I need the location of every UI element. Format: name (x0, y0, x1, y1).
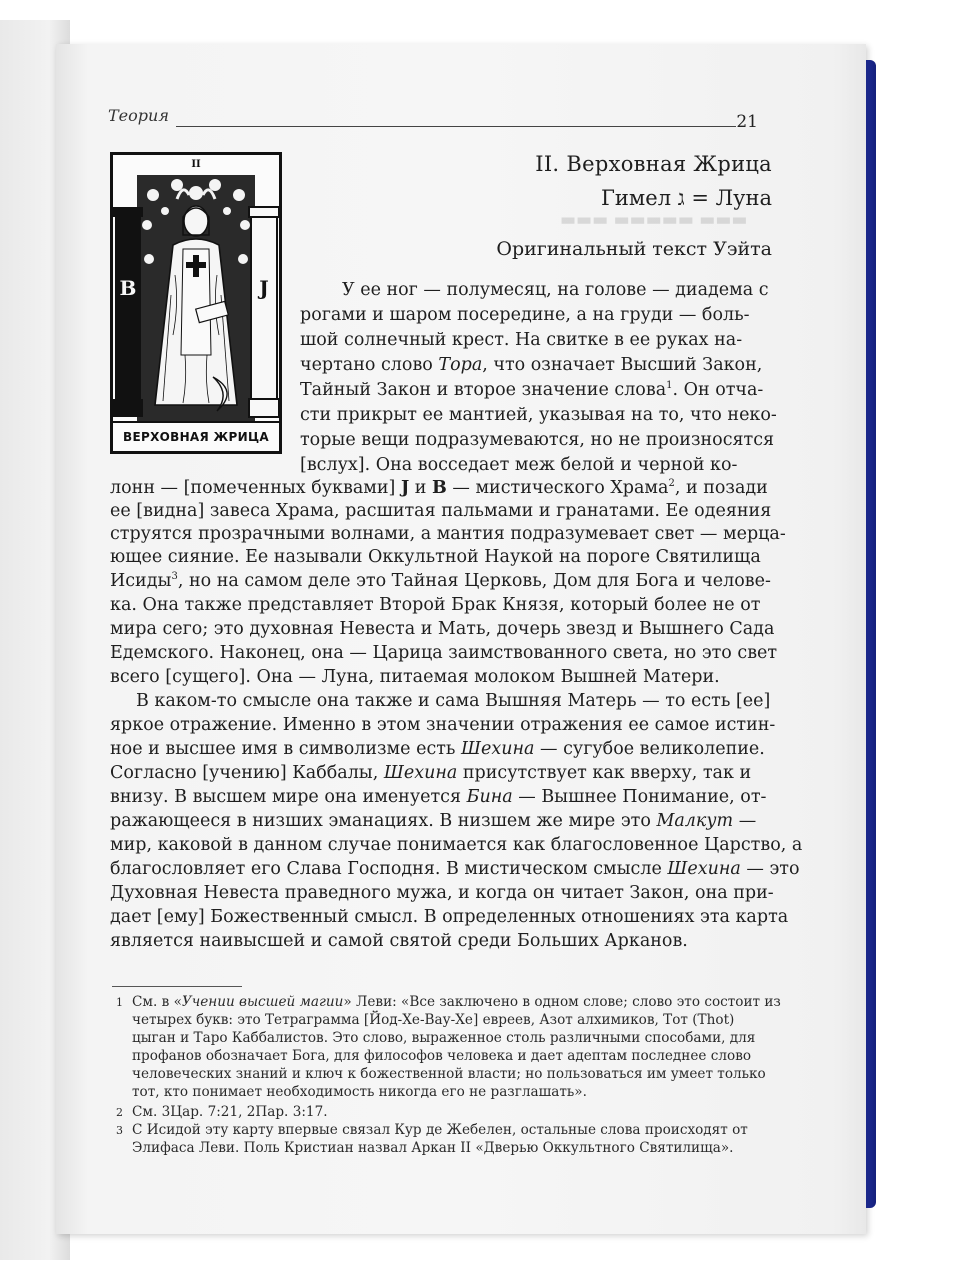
tarot-card-high-priestess (110, 152, 282, 454)
footnote-line: профанов обозначает Бога, для философов человека и дает адептам последнее слово (132, 1048, 752, 1064)
chapter-title: II. Верховная Жрица (535, 152, 772, 176)
body-line: мир, каковой в данном случае понимается как благословенное Царство, а (110, 835, 803, 855)
body-line: внизу. В высшем мире она именуется Бина — Вышнее Понимание, от- (110, 787, 767, 807)
footnote-line: четырех букв: это Тетраграмма [Йод-Хе-Вау-Хе] евреев, Азот алхимиков, Тот (Thot) (132, 1012, 735, 1028)
section-heading: Оригинальный текст Уэйта (496, 238, 772, 260)
footnote-number: 3 (116, 1124, 123, 1137)
footnote-number: 2 (116, 1106, 123, 1119)
body-line: чертано слово Тора, что означает Высший Закон, (300, 355, 763, 375)
body-line: струятся прозрачными волнами, а мантия подразумевает свет — мерца- (110, 524, 786, 544)
footnote-line: цыган и Таро Каббалистов. Это слово, выраженное столь различными способами, для (132, 1030, 756, 1046)
body-line: Духовная Невеста праведного мужа, и когда он читает Закон, она при- (110, 883, 774, 903)
body-line: является наивысшей и самой святой среди Больших Арканов. (110, 931, 688, 951)
bleed-through: ▬▬▬ ▬▬▬▬▬ ▬▬▬ (560, 210, 748, 230)
body-line: всего [сущего]. Она — Луна, питаемая молоком Вышней Матери. (110, 667, 720, 687)
body-line: ка. Она также представляет Второй Брак Князя, который более не от (110, 595, 761, 615)
card-numeral: II (191, 159, 201, 170)
body-line: ющее сияние. Ее называли Оккультной Наукой на пороге Святилища (110, 547, 761, 567)
body-line: лонн — [помеченных буквами] J и B — мистического Храма$^2$, и позади (110, 478, 768, 498)
header-rule (176, 126, 736, 127)
body-line: В каком-то смысле она также и сама Вышняя Матерь — то есть [ее] (136, 691, 771, 711)
body-line: яркое отражение. Именно в этом значении отражения ее самое истин- (110, 715, 776, 735)
pillar-b-letter: B (119, 276, 137, 300)
footnote-line: человеческих знаний и ключ к божественной власти; но пользоваться им умеет только (132, 1066, 766, 1082)
body-line: мира сего; это духовная Невеста и Мать, дочерь звезд и Вышнего Сада (110, 619, 775, 639)
body-line: торые вещи подразумеваются, но не произносятся (300, 430, 775, 450)
body-line: сти прикрыт ее мантией, указывая на то, что неко- (300, 405, 777, 425)
footnote-number: 1 (116, 996, 123, 1009)
footnote-separator (112, 986, 242, 987)
body-line: шой солнечный крест. На свитке в ее руках на- (300, 330, 743, 350)
footnote-line: тот, кто понимает необходимость никогда его не разглашать». (132, 1084, 587, 1100)
footnote-line: Элифаса Леви. Поль Кристиан назвал Аркан II «Дверью Оккультного Святилища». (132, 1140, 734, 1156)
footnote-line: С Исидой эту карту впервые связал Кур де Жебелен, остальные слова происходят от (132, 1122, 748, 1138)
body-line: дает [ему] Божественный смысл. В определенных отношениях эта карта (110, 907, 789, 927)
footnote-line: См. в «Учении высшей магии» Леви: «Все заключено в одном слове; слово это состоит из (132, 994, 781, 1010)
body-line: Едемского. Наконец, она — Царица заимствованного света, но это свет (110, 643, 778, 663)
body-line: Согласно [учению] Каббалы, Шехина присутствует как вверху, так и (110, 763, 752, 783)
body-line: благословляет его Слава Господня. В мистическом смысле Шехина — это (110, 859, 800, 879)
chapter-subtitle: Гимел ג = Луна (601, 186, 772, 210)
pillar-j-letter: J (259, 276, 269, 300)
body-line: ное и высшее имя в символизме есть Шехина — сугубое великолепие. (110, 739, 765, 759)
body-line: [вслух]. Она восседает меж белой и черной ко- (300, 455, 738, 475)
running-header (108, 104, 758, 134)
body-line: Исиды$^3$, но на самом деле это Тайная Церковь, Дом для Бога и челове- (110, 571, 771, 591)
body-line: Тайный Закон и второе значение слова$^1$. Он отча- (300, 380, 764, 400)
card-title: ВЕРХОВНАЯ ЖРИЦА (113, 421, 279, 451)
footnote-line: См. 3Цар. 7:21, 2Пар. 3:17. (132, 1104, 328, 1120)
high-priestess-illustration (113, 155, 279, 421)
page-number: 21 (736, 112, 758, 132)
body-line: рогами и шаром посередине, а на груди — боль- (300, 305, 750, 325)
body-line: ее [видна] завеса Храма, расшитая пальмами и гранатами. Ее одеяния (110, 501, 772, 521)
running-header-section: Теория (108, 106, 169, 125)
body-line: У ее ног — полумесяц, на голове — диадема с (342, 280, 769, 300)
body-line: ражающееся в низших эманациях. В низшем же мире это Малкут — (110, 811, 757, 831)
